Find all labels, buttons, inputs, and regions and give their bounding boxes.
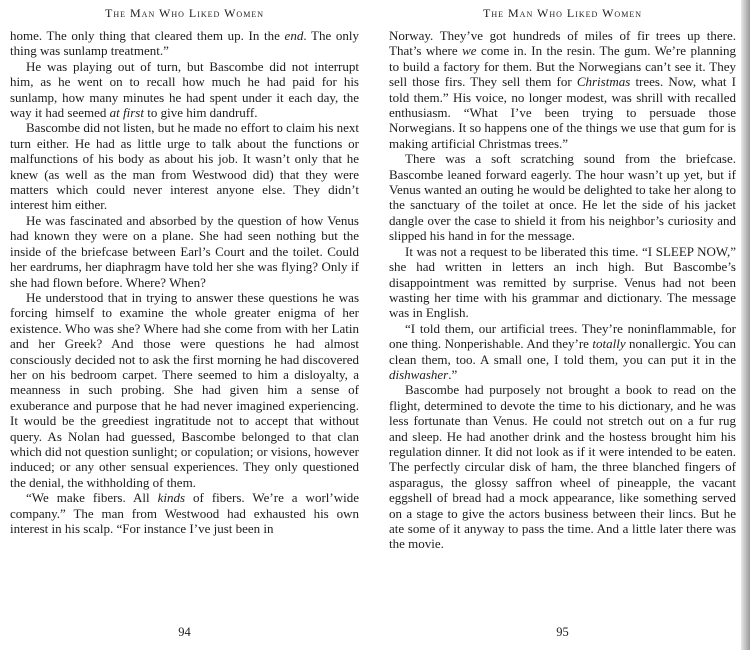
page-right-text bbox=[389, 28, 736, 619]
paragraph: home. The only thing that cleared them up. In the end. The only thing was sunlamp treatment.” bbox=[10, 28, 359, 59]
paragraph: “We make fibers. All kinds of fibers. We’re a worl’wide company.” The man from Westwood had exhausted his own interest in his scalp. “For instance I’ve just been in bbox=[10, 490, 359, 536]
paragraph: “I told them, our artificial trees. They’re noninflammable, for one thing. Nonperishable. And they’re totally nonallergic. You can clean them, too. A small one, I told them, you can put it in the dishwasher.” bbox=[389, 320, 736, 382]
paragraph: Bascombe had purposely not brought a book to read on the flight, determined to devote the time to his dictionary, and he was less fortunate than Venus. He could not stretch out on a fur rug and sleep. He had another drink and the hostess brought him his regulation dinner. It did not look as if it were intended to be eaten. The perfectly circular disk of ham, the three blanched fingers of asparagus, the glossy saffron wheel of pineapple, the vacant eggshell of bread had a mock appearance, like something served on a stage to give the actors business between their lincs. But he ate some of it anyway to pass the time. And a little later there was the movie. bbox=[389, 382, 736, 552]
paragraph: There was a soft scratching sound from the briefcase. Bascombe leaned forward eagerly. The hour wasn’t up yet, but if Venus wanted an outing he would be delighted to take her along to the sanctuary of the toilet at once. He let the side of his jacket dangle over the case to shield it from his neighbor’s curiosity and slipped his hand in for the message. bbox=[389, 151, 736, 244]
paragraph: It was not a request to be liberated this time. “I SLEEP NOW,” she had written in letters an inch high. But Bascombe’s disappointment was remitted by surprise. Venus had not been wasting her time with his grammar and dictionary. The message was in English. bbox=[389, 243, 736, 321]
page-left-text bbox=[10, 28, 359, 619]
paragraph: Bascombe did not listen, but he made no effort to claim his next turn either. He had as little urge to talk about the functions or malfunctions of his body as about his job. It wasn’t only that he knew (as well as the man from Westwood did) that they were matters which could never interest anyone else. They didn’t interest him either. bbox=[10, 120, 359, 213]
paragraph: He was fascinated and absorbed by the question of how Venus had known they were on a plane. She had seen nothing but the inside of the briefcase between Earl’s Court and the toilet. Could her eardrums, her diaphragm have told her she was flying? Only if she had flown before. Where? When? bbox=[10, 212, 359, 290]
page-number-right: 95 bbox=[556, 625, 569, 639]
paragraph: He understood that in trying to answer these questions he was forcing himself to examine the whole greater enigma of her existence. Who was she? Where had she come from with her Latin and her Greek? And those were questions he had almost consciously decided not to ask the first morning he had discovered her on his bedroom carpet. There seemed to him a disloyalty, a meanness in such probing. She had given him a sense of exuberance and purpose that he had never imagined experiencing. It would be the greediest ingratitude not to accept that without query. As Nolan had guessed, Bascombe belonged to that clan which did not question sunlight; or copulation; or visions, however induced; or any other sensual experiences. They only questioned the denial, the withholding of them. bbox=[10, 289, 359, 490]
paragraph: He was playing out of turn, but Bascombe did not interrupt him, as he went on to recall how much he had paid for his sunlamp, how many minutes he had spent under it each day, the way it had seemed at first to give him dandruff. bbox=[10, 58, 359, 121]
page-right bbox=[375, 0, 750, 650]
running-header-left: The Man Who Liked Women bbox=[105, 6, 264, 20]
running-header-right: The Man Who Liked Women bbox=[483, 6, 642, 20]
paragraph: Norway. They’ve got hundreds of miles of fir trees up there. That’s where we come in. In the resin. The gum. We’re planning to build a factory for them. But the Norwegians can’t see it. They sell those firs. They sell them for Christmas trees. Now, what I told them.” His voice, no longer modest, was shrill with recalled enthusiasm. “What I’ve been trying to persuade those Norwegians. It so happens one of the things we use that gum for is making artificial Christmas trees.” bbox=[389, 28, 736, 151]
page-number-left: 94 bbox=[178, 625, 191, 639]
scan-edge bbox=[741, 0, 750, 650]
